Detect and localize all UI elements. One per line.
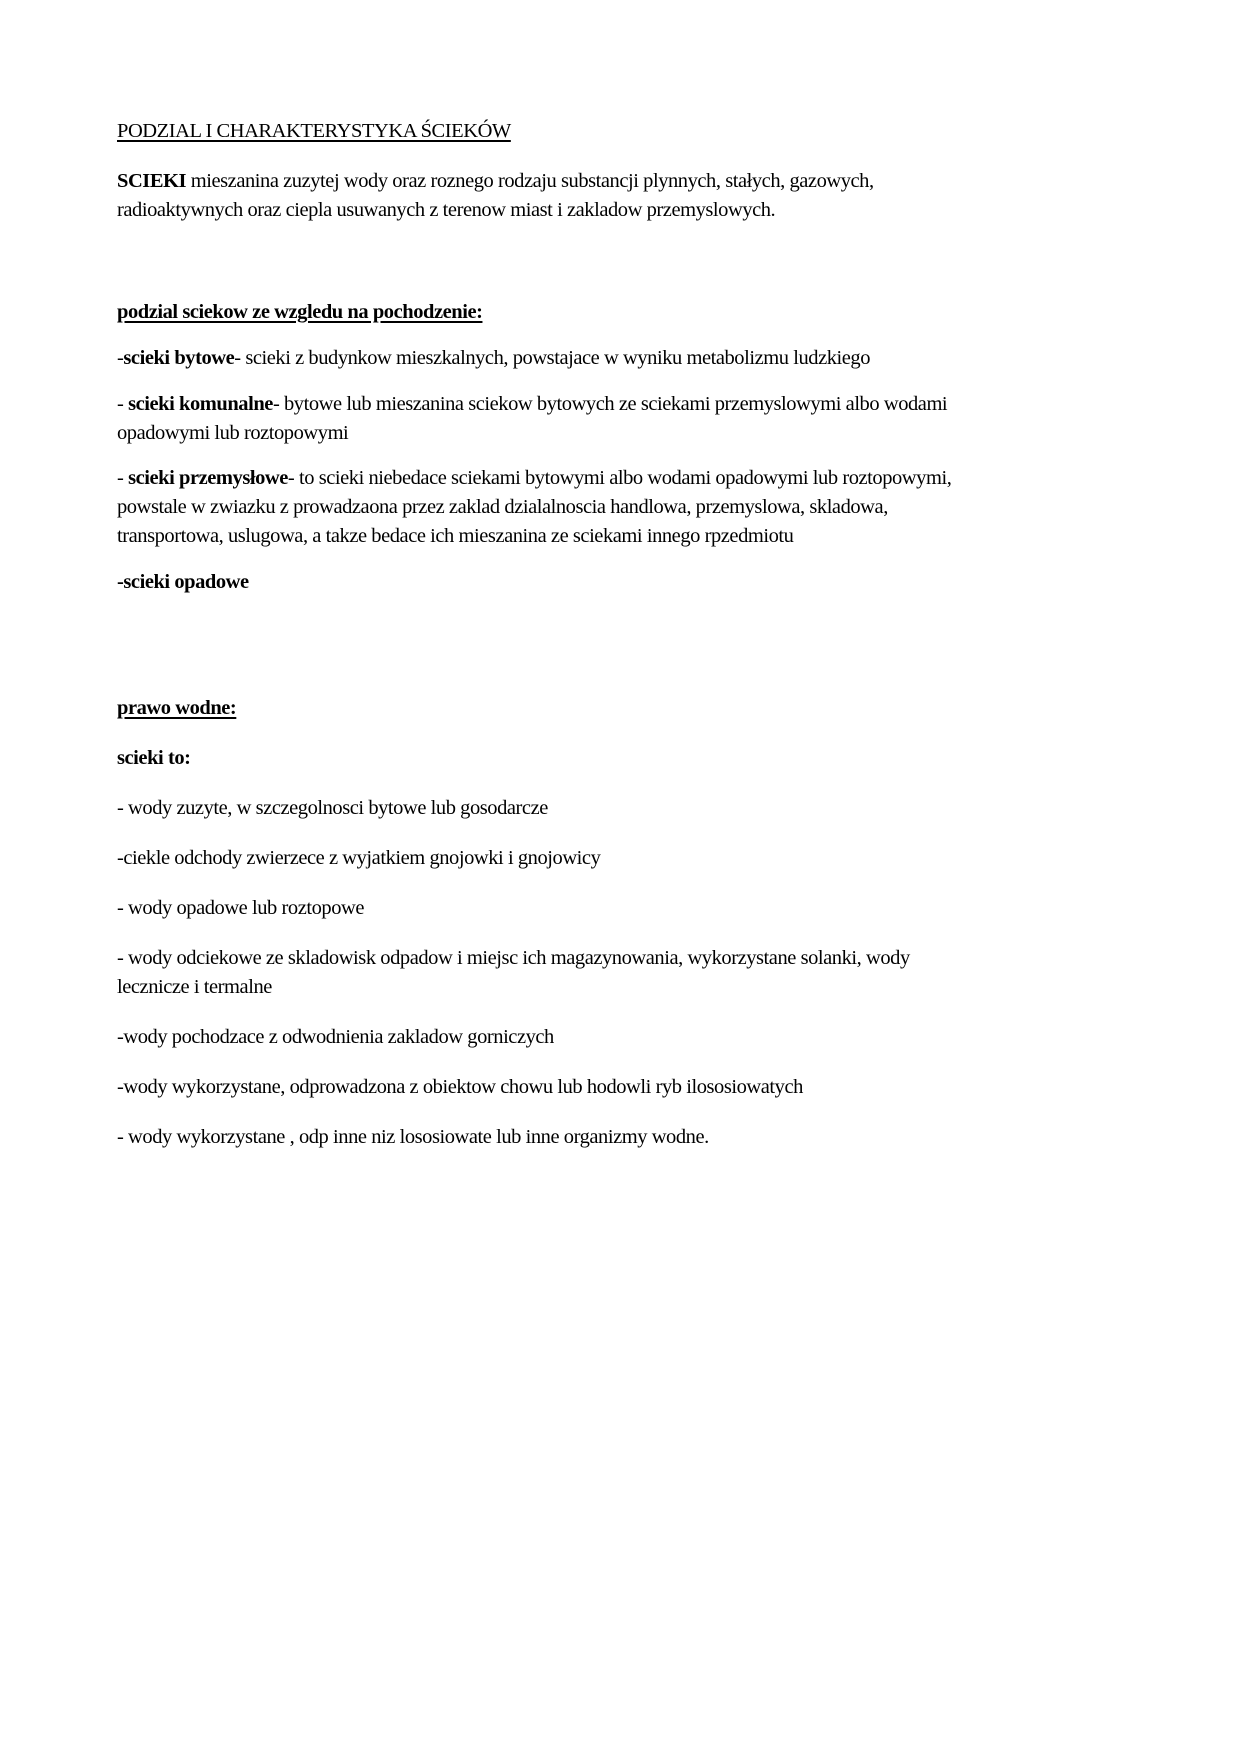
list-item-przemyslowe-cont-2: transportowa, uslugowa, a takze bedace ich mieszanina ze sciekami innego rpzedmiotu: [117, 525, 794, 547]
law-item-1: - wody zuzyte, w szczegolnosci bytowe lub gosodarcze: [117, 797, 548, 819]
law-item-2: -ciekle odchody zwierzece z wyjatkiem gnojowki i gnojowicy: [117, 847, 601, 869]
list-item-opadowe: [117, 567, 249, 597]
law-item-7: - wody wykorzystane , odp inne niz lososiowate lub inne organizmy wodne.: [117, 1126, 709, 1148]
item-prefix: -: [117, 467, 129, 489]
item-term: scieki przemysłowe: [128, 467, 288, 489]
law-item-5: -wody pochodzace z odwodnienia zakladow gorniczych: [117, 1026, 554, 1048]
item-term: scieki bytowe: [123, 347, 235, 369]
law-item-4-cont: lecznicze i termalne: [117, 976, 272, 998]
item-term: scieki komunalne: [128, 393, 273, 415]
law-item-6: -wody wykorzystane, odprowadzona z obiektow chowu lub hodowli ryb ilososiowatych: [117, 1076, 803, 1098]
section-subheading: scieki to:: [117, 747, 191, 769]
item-text: - scieki z budynkow mieszkalnych, powstajace w wyniku metabolizmu ludzkiego: [234, 347, 871, 369]
list-item-przemyslowe: [117, 463, 951, 493]
item-prefix: -: [117, 347, 124, 369]
list-item-komunalne-cont: opadowymi lub roztopowymi: [117, 422, 349, 444]
list-item-przemyslowe-cont-1: powstale w zwiazku z prowadzaona przez zaklad dzialalnoscia handlowa, przemyslowa, skladowa,: [117, 496, 888, 518]
item-text: - to scieki niebedace sciekami bytowymi albo wodami opadowymi lub roztopowymi,: [287, 467, 952, 489]
item-text: - bytowe lub mieszanina sciekow bytowych ze sciekami przemyslowymi albo wodami: [272, 393, 948, 415]
section-heading-prawo-wodne: prawo wodne:: [117, 697, 237, 719]
item-term: scieki opadowe: [123, 571, 249, 593]
definition-line-2: radioaktywnych oraz ciepla usuwanych z terenow miast i zakladow przemyslowych.: [117, 199, 776, 221]
item-prefix: -: [117, 393, 129, 415]
definition-line-1: [117, 166, 874, 196]
law-item-3: - wody opadowe lub roztopowe: [117, 897, 365, 919]
definition-text: mieszanina zuzytej wody oraz roznego rodzaju substancji plynnych, stałych, gazowych,: [186, 170, 874, 192]
law-item-4: - wody odciekowe ze skladowisk odpadow i miejsc ich magazynowania, wykorzystane solanki, wody: [117, 947, 910, 969]
definition-term: SCIEKI: [117, 170, 187, 192]
section-heading-origin: podzial sciekow ze wzgledu na pochodzenie:: [117, 301, 483, 323]
list-item-komunalne: [117, 389, 947, 419]
item-prefix: -: [117, 571, 124, 593]
document-title: PODZIAL I CHARAKTERYSTYKA ŚCIEKÓW: [117, 120, 511, 142]
list-item-bytowe: [117, 343, 870, 373]
